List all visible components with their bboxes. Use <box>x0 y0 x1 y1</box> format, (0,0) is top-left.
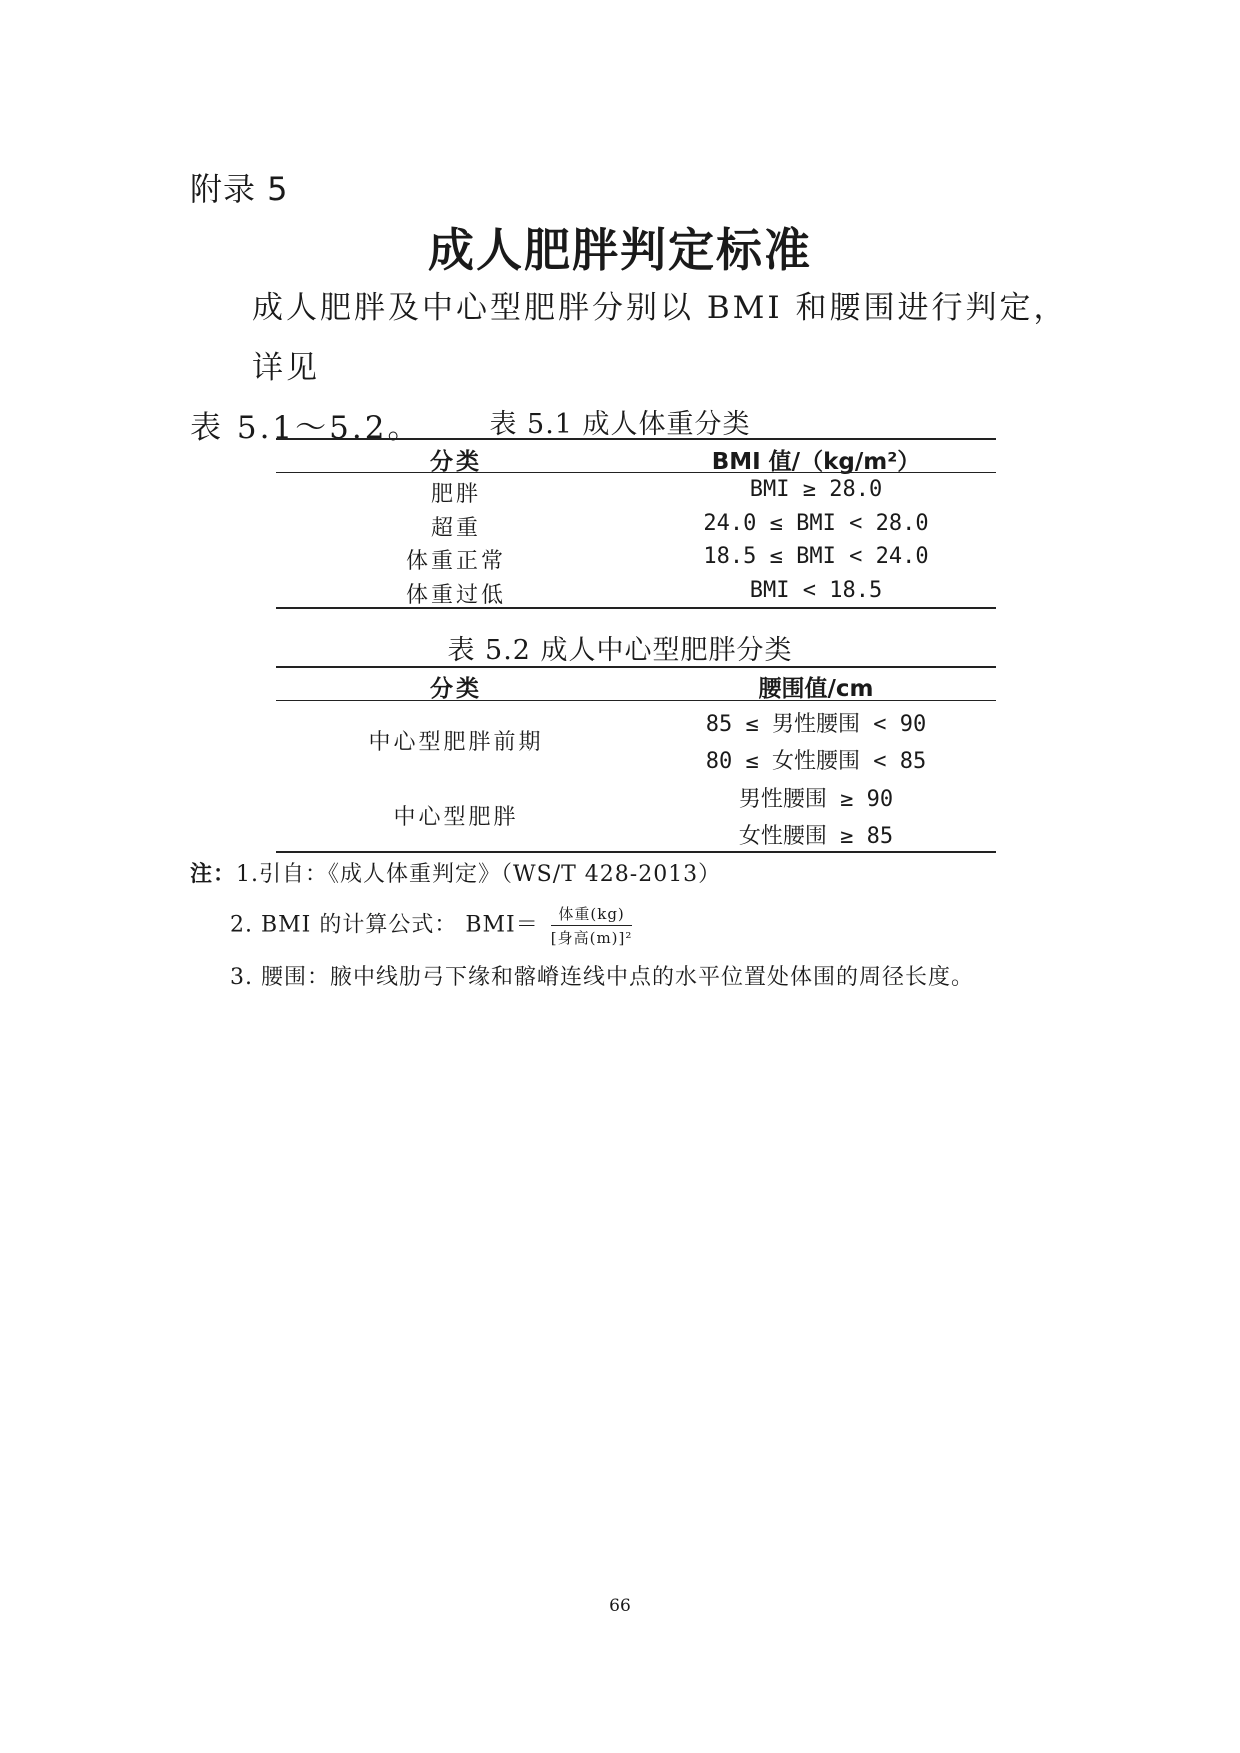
note-prefix: 注： <box>190 862 237 887</box>
formula-numerator: 体重(kg) <box>551 903 633 926</box>
table1-cell: 超重 <box>430 516 481 541</box>
table1-header-category: 分类 <box>430 448 482 475</box>
bmi-formula-fraction <box>551 903 633 948</box>
table1 <box>276 438 996 608</box>
table2-caption: 表 5.2 成人中心型肥胖分类 <box>447 635 793 666</box>
table2-cell: 80 ≤ 女性腰围 < 85 <box>705 749 927 774</box>
table1-cell: BMI ≥ 28.0 <box>749 477 883 502</box>
table2-cell: 女性腰围 ≥ 85 <box>738 824 894 849</box>
table2-header-rule <box>276 700 996 701</box>
table2-header-waist: 腰围值/cm <box>758 676 874 702</box>
appendix-label: 附录 5 <box>190 170 289 208</box>
table2 <box>276 666 996 852</box>
table2-bottom-rule <box>276 851 996 853</box>
note-1 <box>190 857 721 888</box>
table1-cell: BMI < 18.5 <box>749 578 883 603</box>
table2-cell: 85 ≤ 男性腰围 < 90 <box>705 712 927 737</box>
table1-cell: 24.0 ≤ BMI < 28.0 <box>703 511 929 536</box>
table2-cell: 中心型肥胖前期 <box>368 730 544 755</box>
table1-bottom-rule <box>276 607 996 609</box>
note-2 <box>230 903 632 948</box>
table2-top-rule <box>276 666 996 668</box>
note-2-label: 2. BMI 的计算公式： BMI＝ <box>230 912 539 938</box>
table1-cell: 体重过低 <box>405 583 506 608</box>
table1-header-bmi: BMI 值/（kg/m²） <box>711 449 921 475</box>
table1-header-rule <box>276 472 996 473</box>
intro-line-2: 表 5.1～5.2。 <box>190 410 422 446</box>
intro-line-1: 成人肥胖及中心型肥胖分别以 BMI 和腰围进行判定，详见 <box>252 290 1068 386</box>
note-3: 3. 腰围：腋中线肋弓下缘和髂嵴连线中点的水平位置处体围的周径长度。 <box>230 965 974 990</box>
note-1-text: 1.引自：《成人体重判定》（WS/T 428-2013） <box>236 862 722 887</box>
table1-caption: 表 5.1 成人体重分类 <box>489 409 751 440</box>
table2-cell: 中心型肥胖 <box>393 805 519 830</box>
table1-cell: 18.5 ≤ BMI < 24.0 <box>703 544 929 569</box>
table1-top-rule <box>276 438 996 440</box>
table1-cell: 肥胖 <box>430 482 481 507</box>
table2-header-category: 分类 <box>430 675 482 702</box>
table2-cell: 男性腰围 ≥ 90 <box>738 787 894 812</box>
table1-cell: 体重正常 <box>405 549 506 574</box>
page-title: 成人肥胖判定标准 <box>428 223 812 277</box>
formula-denominator: [身高(m)]² <box>550 929 633 947</box>
page-number: 66 <box>609 1596 631 1616</box>
